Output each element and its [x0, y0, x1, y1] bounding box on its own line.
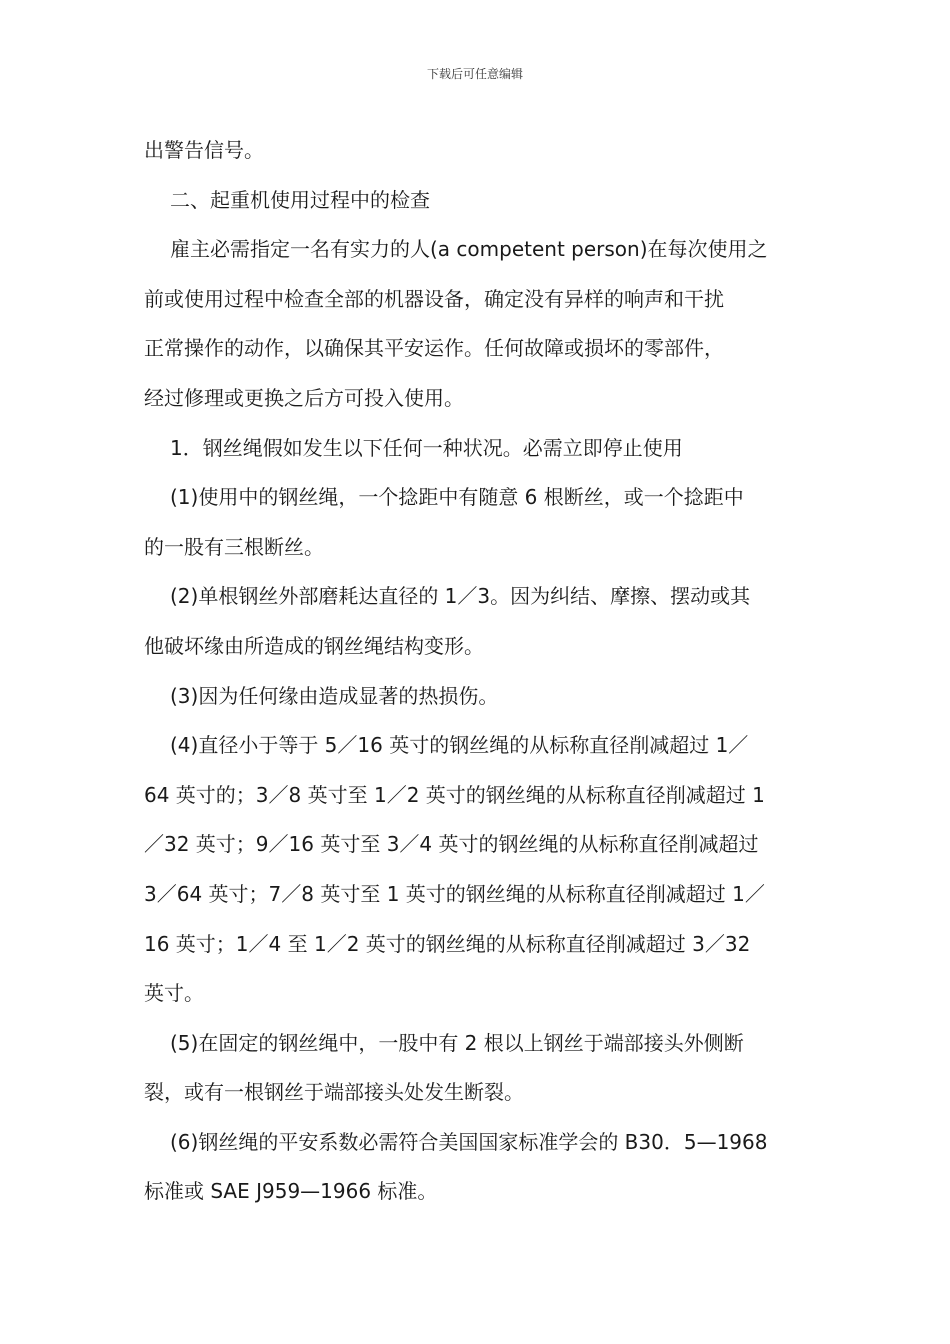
list-item — [144, 572, 810, 671]
text-line: (6)钢丝绳的平安系数必需符合美国国家标准学会的 B30．5—1968 — [170, 1129, 768, 1154]
text-line: 裂，或有一根钢丝于端部接头处发生断裂。 — [144, 1080, 524, 1105]
text-line: 出警告信号。 — [144, 138, 264, 162]
list-item — [144, 473, 810, 572]
list-item — [144, 721, 810, 1019]
paragraph — [144, 225, 810, 423]
text-line: (3)因为任何缘由造成显著的热损伤。 — [170, 683, 499, 708]
text-line: 1．钢丝绳假如发生以下任何一种状况。必需立即停止使用 — [170, 435, 683, 460]
text-line: 64 英寸的；3／8 英寸至 1／2 英寸的钢丝绳的从标称直径削减超过 1 — [144, 782, 765, 807]
text-line: 他破坏缘由所造成的钢丝绳结构变形。 — [144, 633, 484, 658]
text-line: 经过修理或更换之后方可投入使用。 — [144, 385, 464, 410]
text-line: (2)单根钢丝外部磨耗达直径的 1／3。因为纠结、摩擦、摆动或其 — [170, 584, 751, 609]
list-item — [144, 1118, 810, 1217]
text-line: 英寸。 — [144, 981, 204, 1006]
text-line: (5)在固定的钢丝绳中，一股中有 2 根以上钢丝于端部接头外侧断 — [170, 1030, 744, 1055]
text-line: 的一股有三根断丝。 — [144, 534, 324, 559]
text-line: 16 英寸；1／4 至 1／2 英寸的钢丝绳的从标称直径削减超过 3／32 — [144, 931, 751, 956]
text-line: 3／64 英寸；7／8 英寸至 1 英寸的钢丝绳的从标称直径削减超过 1／ — [144, 881, 765, 906]
paragraph — [144, 126, 810, 176]
page-header: 下载后可任意编辑 — [426, 67, 523, 81]
document-body — [144, 126, 810, 1217]
text-line: 正常操作的动作，以确保其平安运作。任何故障或损坏的零部件， — [144, 336, 724, 361]
section-heading — [144, 176, 810, 226]
list-item — [144, 672, 810, 722]
text-line: (1)使用中的钢丝绳，一个捻距中有随意 6 根断丝，或一个捻距中 — [170, 485, 744, 510]
list-heading — [144, 424, 810, 474]
text-line: (4)直径小于等于 5／16 英寸的钢丝绳的从标称直径削减超过 1／ — [170, 733, 749, 758]
text-line: 前或使用过程中检查全部的机器设备，确定没有异样的响声和干扰 — [144, 286, 724, 311]
text-line: 雇主必需指定一名有实力的人(a competent person)在每次使用之 — [170, 237, 768, 262]
list-item — [144, 1019, 810, 1118]
text-line: 标准或 SAE J959—1966 标准。 — [144, 1179, 438, 1204]
text-line: 二、起重机使用过程中的检查 — [170, 187, 430, 212]
text-line: ／32 英寸；9／16 英寸至 3／4 英寸的钢丝绳的从标称直径削减超过 — [144, 832, 759, 857]
